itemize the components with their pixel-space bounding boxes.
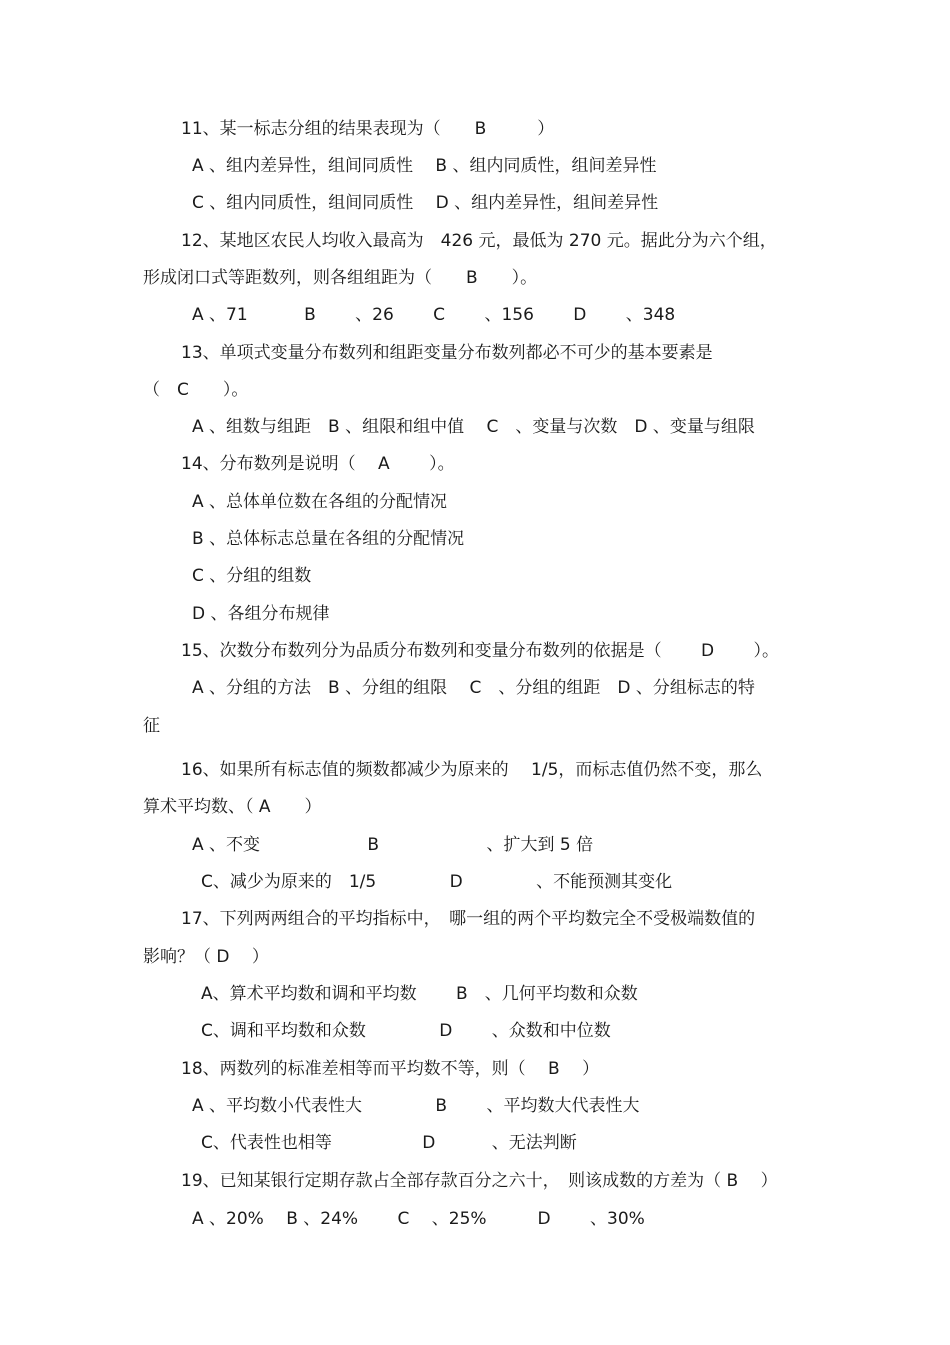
q18-options-cd: C、代表性也相等 D 、无法判断 (201, 1133, 577, 1153)
q19-options: A 、20% B 、24% C 、25% D 、30% (192, 1209, 645, 1229)
q14-option-d: D 、各组分布规律 (192, 604, 330, 624)
q17-question-line1: 17、下列两两组合的平均指标中， 哪一组的两个平均数完全不受极端数值的 (181, 909, 756, 929)
q19-question: 19、已知某银行定期存款占全部存款百分之六十， 则该成数的方差为（ B ） (181, 1171, 778, 1191)
q14-option-c: C 、分组的组数 (192, 566, 312, 586)
q12-options: A 、71 B 、26 C 、156 D 、348 (192, 305, 676, 325)
q15-options-line1: A 、分组的方法 B 、分组的组限 C 、分组的组距 D 、分组标志的特 (192, 678, 755, 698)
q17-options-cd: C、调和平均数和众数 D 、众数和中位数 (201, 1021, 611, 1041)
q17-options-ab: A、算术平均数和调和平均数 B 、几何平均数和众数 (201, 984, 638, 1004)
q16-options-ab: A 、不变 B 、扩大到 5 倍 (192, 835, 594, 855)
q11-question: 11、某一标志分组的结果表现为（ B ） (181, 119, 555, 139)
q14-question: 14、分布数列是说明（ A ）。 (181, 454, 455, 474)
q15-question: 15、次数分布数列分为品质分布数列和变量分布数列的依据是（ D ）。 (181, 641, 780, 661)
q15-options-line2: 征 (143, 716, 160, 736)
q17-question-line2: 影响？（ D ） (143, 947, 269, 967)
q13-question-line1: 13、单项式变量分布数列和组距变量分布数列都必不可少的基本要素是 (181, 343, 713, 363)
q16-question-line1: 16、如果所有标志值的频数都减少为原来的 1/5，而标志值仍然不变，那么 (181, 760, 763, 780)
q14-option-b: B 、总体标志总量在各组的分配情况 (192, 529, 465, 549)
q18-question: 18、两数列的标准差相等而平均数不等，则（ B ） (181, 1059, 600, 1079)
q13-question-line2: （ C ）。 (143, 380, 249, 400)
q16-question-line2: 算术平均数、（ A ） (143, 797, 322, 817)
q12-question-line2: 形成闭口式等距数列，则各组组距为（ B ）。 (143, 268, 538, 288)
q12-question-line1: 12、某地区农民人均收入最高为 426 元，最低为 270 元。据此分为六个组， (181, 231, 777, 251)
q16-options-cd: C、减少为原来的 1/5 D 、不能预测其变化 (201, 872, 673, 892)
q13-options: A 、组数与组距 B 、组限和组中值 C 、变量与次数 D 、变量与组限 (192, 417, 755, 437)
q18-options-ab: A 、平均数小代表性大 B 、平均数大代表性大 (192, 1096, 640, 1116)
q14-option-a: A 、总体单位数在各组的分配情况 (192, 492, 448, 512)
q11-options-ab: A 、组内差异性，组间同质性 B 、组内同质性，组间差异性 (192, 156, 657, 176)
q11-options-cd: C 、组内同质性，组间同质性 D 、组内差异性，组间差异性 (192, 193, 659, 213)
